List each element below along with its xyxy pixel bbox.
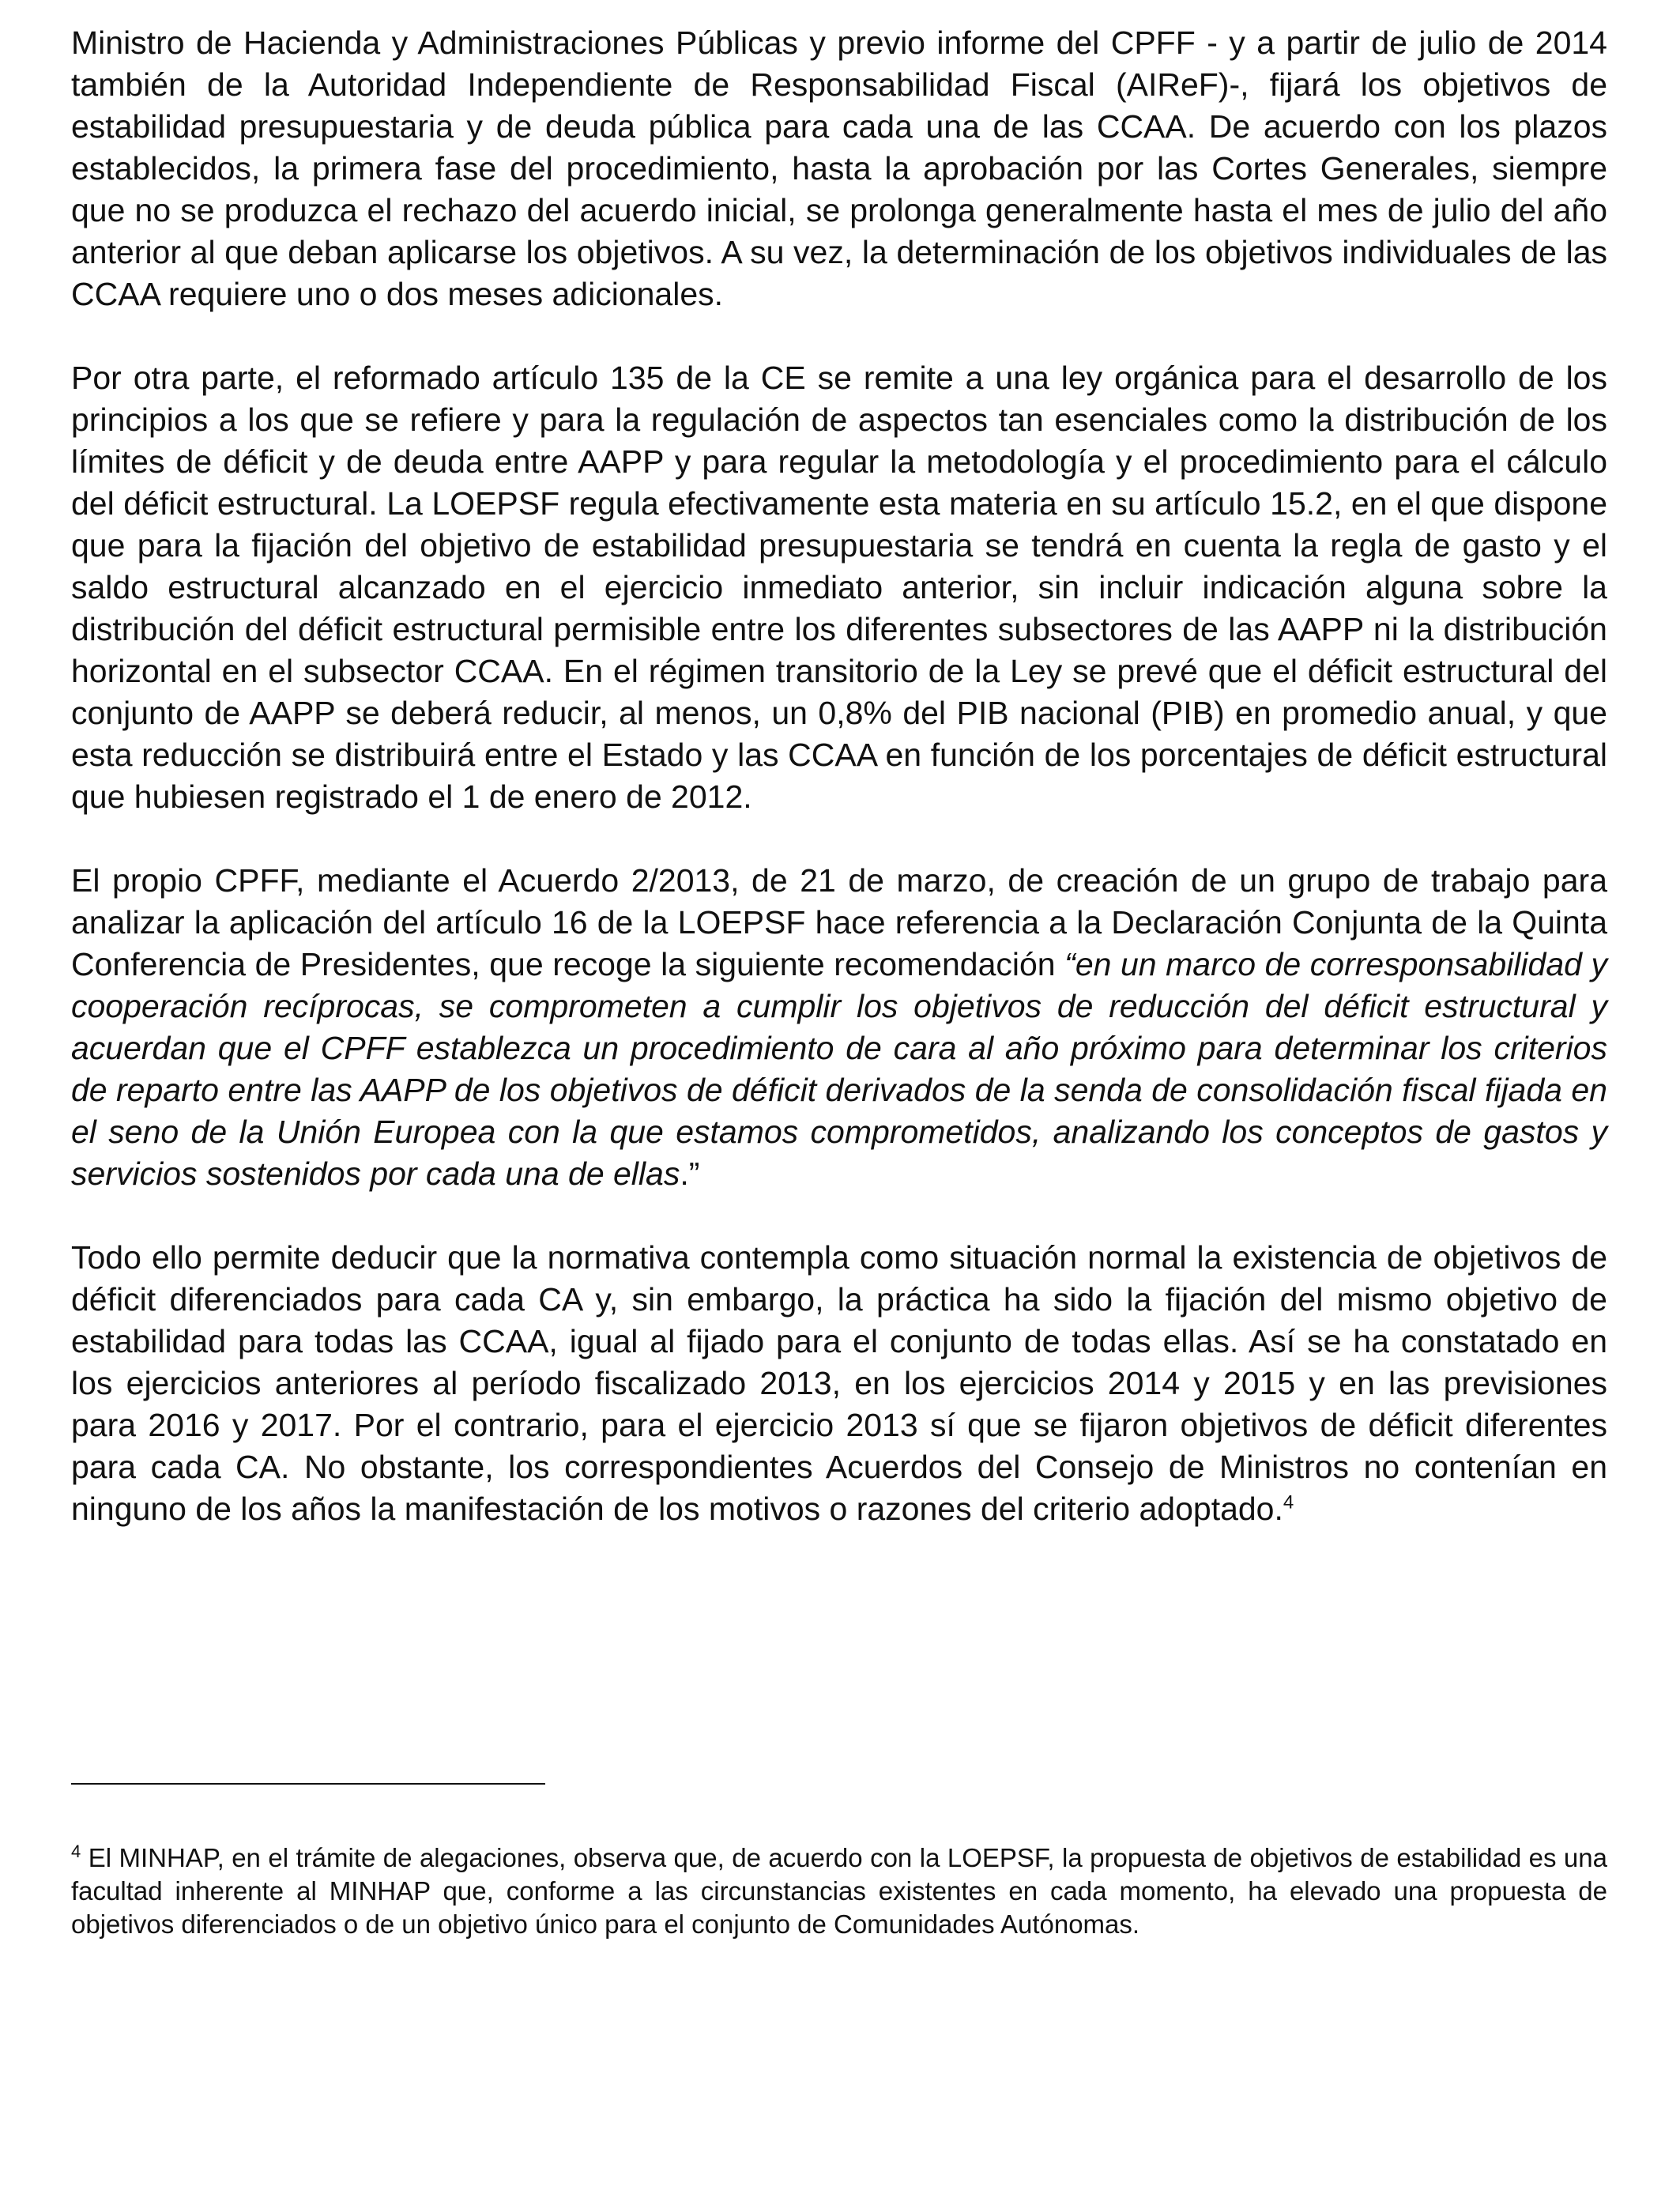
document-body	[71, 22, 1607, 1530]
paragraph-1: Ministro de Hacienda y Administraciones Públicas y previo informe del CPFF - y a partir de julio de 2014 también de la Autoridad Independiente de Responsabilidad Fiscal (AIReF)-, fijará los objetivos de estabilidad presupuestaria y de deuda pública para cada una de las CCAA. De acuerdo con los plazos establecidos, la primera fase del procedimiento, hasta la aprobación por las Cortes Generales, siempre que no se produzca el rechazo del acuerdo inicial, se prolonga generalmente hasta el mes de julio del año anterior al que deban aplicarse los objetivos. A su vez, la determinación de los objetivos individuales de las CCAA requiere uno o dos meses adicionales.	[71, 25, 1607, 312]
paragraph-4-text: Todo ello permite deducir que la normativa contempla como situación normal la existencia de objetivos de déficit diferenciados para cada CA y, sin embargo, la práctica ha sido la fijación del mismo objetivo de estabilidad para todas las CCAA, igual al fijado para el conjunto de todas ellas. Así se ha constatado en los ejercicios anteriores al período fiscalizado 2013, en los ejercicios 2014 y 2015 y en las previsiones para 2016 y 2017. Por el contrario, para el ejercicio 2013 sí que se fijaron objetivos de déficit diferentes para cada CA. No obstante, los correspondientes Acuerdos del Consejo de Ministros no contenían en ninguno de los años la manifestación de los motivos o razones del criterio adoptado.	[71, 1239, 1607, 1527]
footnote-reference[interactable]: 4	[1283, 1491, 1294, 1514]
paragraph-3-quote: “en un marco de corresponsabilidad y cooperación recíprocas, se comprometen a cumplir los objetivos de reducción del déficit estructural y acuerdan que el CPFF establezca un procedimiento de cara al año próximo para determinar los criterios de reparto entre las AAPP de los objetivos de déficit derivados de la senda de consolidación fiscal fijada en el seno de la Unión Europea con la que estamos comprometidos, analizando los conceptos de gastos y servicios sostenidos por cada una de ellas	[71, 946, 1607, 1192]
footnote-text: El MINHAP, en el trámite de alegaciones, observa que, de acuerdo con la LOEPSF, la propuesta de objetivos de estabilidad es una facultad inherente al MINHAP que, conforme a las circunstancias existentes en cada momento, ha elevado una propuesta de objetivos diferenciados o de un objetivo único para el conjunto de Comunidades Autónomas.	[71, 1843, 1607, 1939]
paragraph-3-end: .”	[680, 1155, 700, 1192]
paragraph-2: Por otra parte, el reformado artículo 135 de la CE se remite a una ley orgánica para el desarrollo de los principios a los que se refiere y para la regulación de aspectos tan esenciales como la distribución de los límites de déficit y de deuda entre AAPP y para regular la metodología y el procedimiento para el cálculo del déficit estructural. La LOEPSF regula efectivamente esta materia en su artículo 15.2, en el que dispone que para la fijación del objetivo de estabilidad presupuestaria se tendrá en cuenta la regla de gasto y el saldo estructural alcanzado en el ejercicio inmediato anterior, sin incluir indicación alguna sobre la distribución del déficit estructural permisible entre los diferentes subsectores de las AAPP ni la distribución horizontal en el subsector CCAA. En el régimen transitorio de la Ley se prevé que el déficit estructural del conjunto de AAPP se deberá reducir, al menos, un 0,8% del PIB nacional (PIB) en promedio anual, y que esta reducción se distribuirá entre el Estado y las CCAA en función de los porcentajes de déficit estructural que hubiesen registrado el 1 de enero de 2012.	[71, 360, 1607, 815]
footnote-mark: 4	[71, 1842, 81, 1861]
paragraph-4	[71, 1237, 1607, 1530]
paragraph-3-intro: El propio CPFF, mediante el Acuerdo 2/2013, de 21 de marzo, de creación de un grupo de trabajo para analizar la aplicación del artículo 16 de la LOEPSF hace referencia a la Declaración Conjunta de la Quinta Conferencia de Presidentes, que recoge la siguiente recomendación	[71, 862, 1607, 982]
paragraph-3	[71, 860, 1607, 1195]
footnote	[71, 1842, 1607, 1941]
footnote-divider	[71, 1783, 545, 1785]
